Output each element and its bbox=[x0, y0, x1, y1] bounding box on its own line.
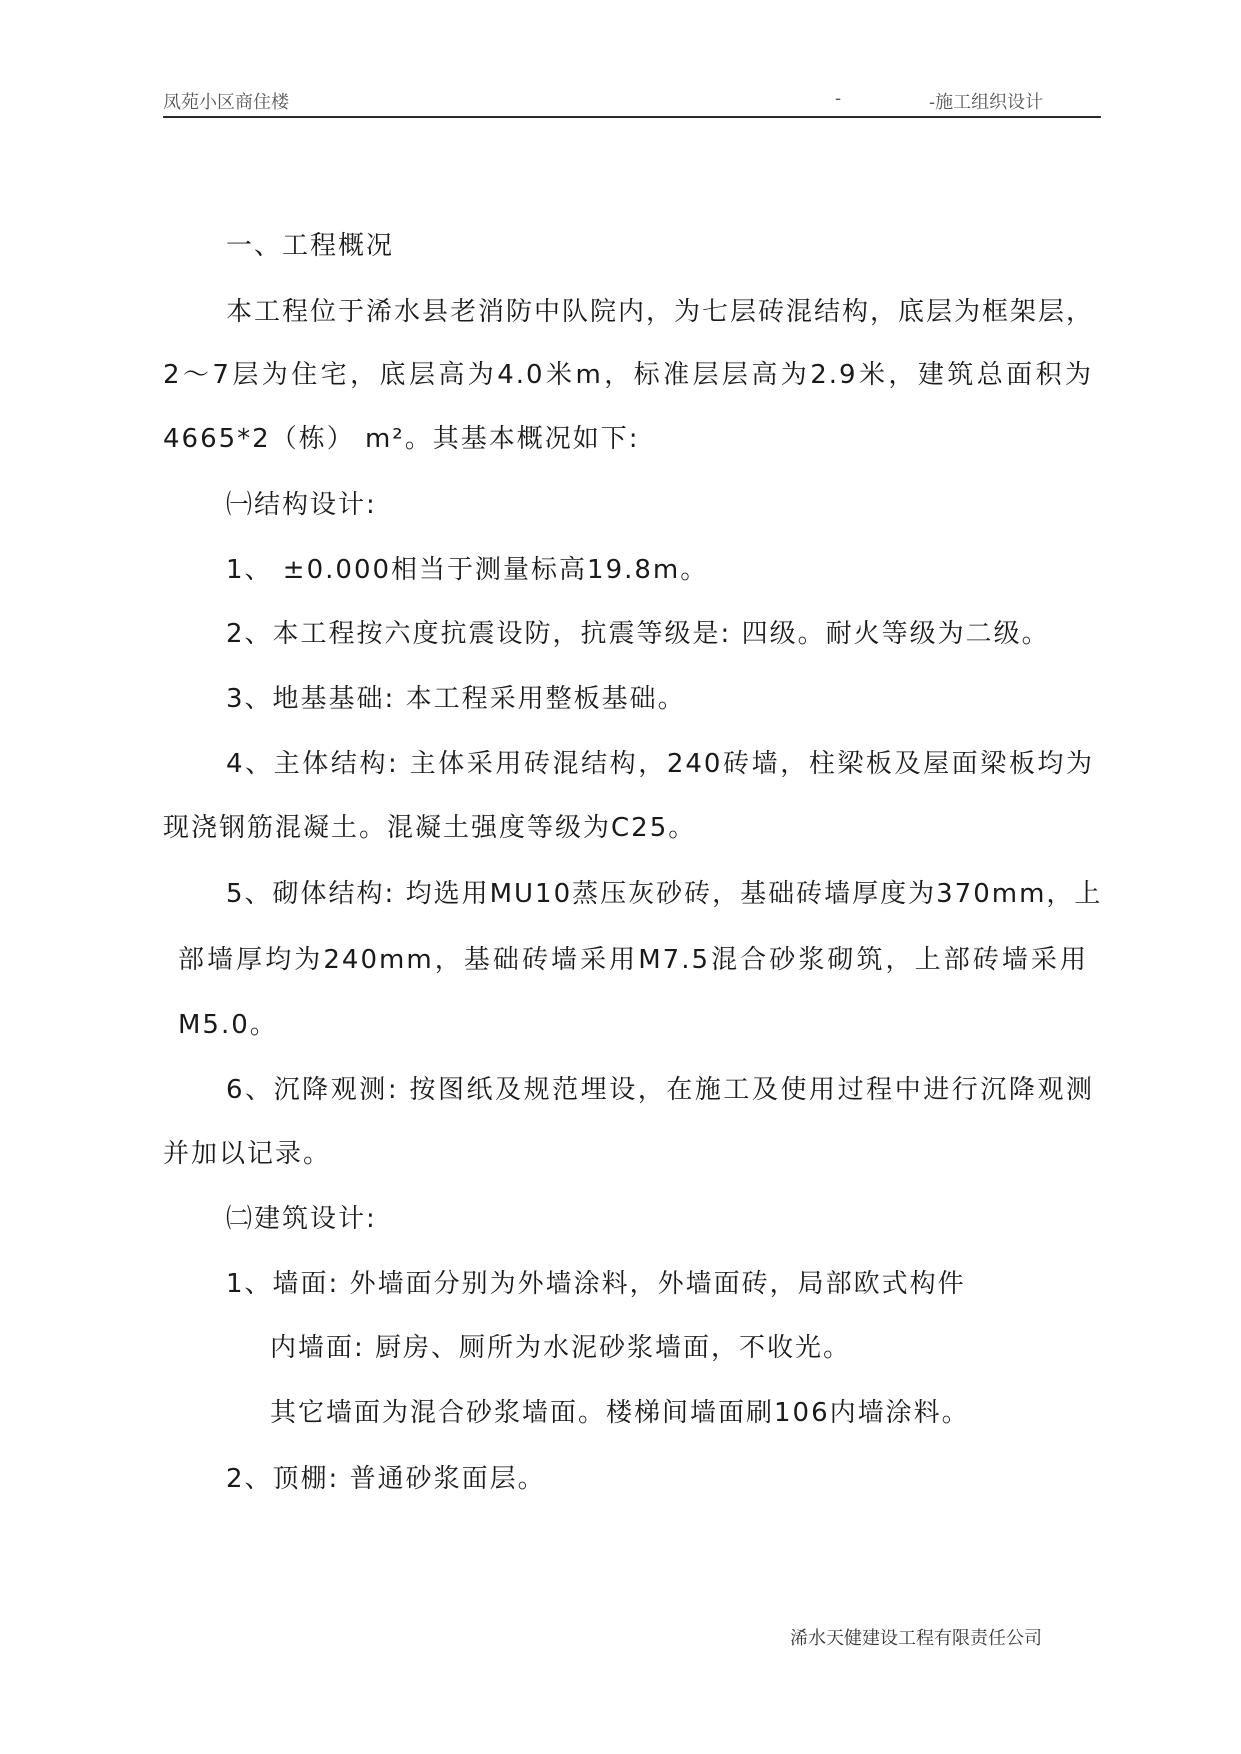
architecture-item-2: 2、顶棚: 普通砂浆面层。 bbox=[226, 1464, 546, 1494]
intro-line-1: 本工程位于浠水县老消防中队院内，为七层砖混结构，底层为框架层， bbox=[226, 297, 1095, 327]
structure-item-6-line-1: 6、沉降观测: 按图纸及规范埋设，在施工及使用过程中进行沉降观测 bbox=[226, 1075, 1094, 1105]
intro-line-2: 2～7层为住宅，底层高为4.0米m，标准层层高为2.9米，建筑总面积为 bbox=[163, 360, 1093, 390]
architecture-item-1: 1、墙面: 外墙面分别为外墙涂料，外墙面砖，局部欧式构件 bbox=[226, 1269, 966, 1299]
header-document-title: -施工组织设计 bbox=[929, 92, 1044, 113]
structure-item-1: 1、 ±0.000相当于测量标高19.8m。 bbox=[226, 555, 709, 585]
structure-item-4-line-2: 现浇钢筋混凝土。混凝土强度等级为C25。 bbox=[163, 813, 697, 843]
structure-item-6-line-2: 并加以记录。 bbox=[163, 1139, 332, 1169]
intro-line-3: 4665*2（栋） m²。其基本概况如下: bbox=[163, 424, 640, 454]
header-project-name: 凤苑小区商住楼 bbox=[163, 92, 289, 113]
structure-item-4-line-1: 4、主体结构: 主体采用砖混结构，240砖墙，柱梁板及屋面梁板均为 bbox=[226, 749, 1094, 779]
architecture-item-1-other-walls: 其它墙面为混合砂浆墙面。楼梯间墙面刷106内墙涂料。 bbox=[270, 1398, 970, 1428]
section-title: 一、工程概况 bbox=[226, 231, 395, 261]
header-separator: - bbox=[835, 88, 842, 109]
structure-item-5-line-2: 部墙厚均为240mm，基础砖墙采用M7.5混合砂浆砌筑，上部砖墙采用 bbox=[178, 945, 1088, 975]
architecture-heading: ㈡建筑设计: bbox=[226, 1204, 377, 1234]
structure-item-5-line-3: M5.0。 bbox=[178, 1010, 278, 1040]
footer-company-name: 浠水天健建设工程有限责任公司 bbox=[790, 1628, 1042, 1649]
structure-item-5-line-1: 5、砌体结构: 均选用MU10蒸压灰砂砖，基础砖墙厚度为370mm，上 bbox=[226, 879, 1103, 909]
structure-item-2: 2、本工程按六度抗震设防，抗震等级是: 四级。耐火等级为二级。 bbox=[226, 619, 1050, 649]
structure-item-3: 3、地基基础: 本工程采用整板基础。 bbox=[226, 684, 686, 714]
structure-heading: ㈠结构设计: bbox=[226, 490, 377, 520]
architecture-item-1-inner-wall: 内墙面: 厨房、厕所为水泥砂浆墙面，不收光。 bbox=[270, 1333, 852, 1363]
